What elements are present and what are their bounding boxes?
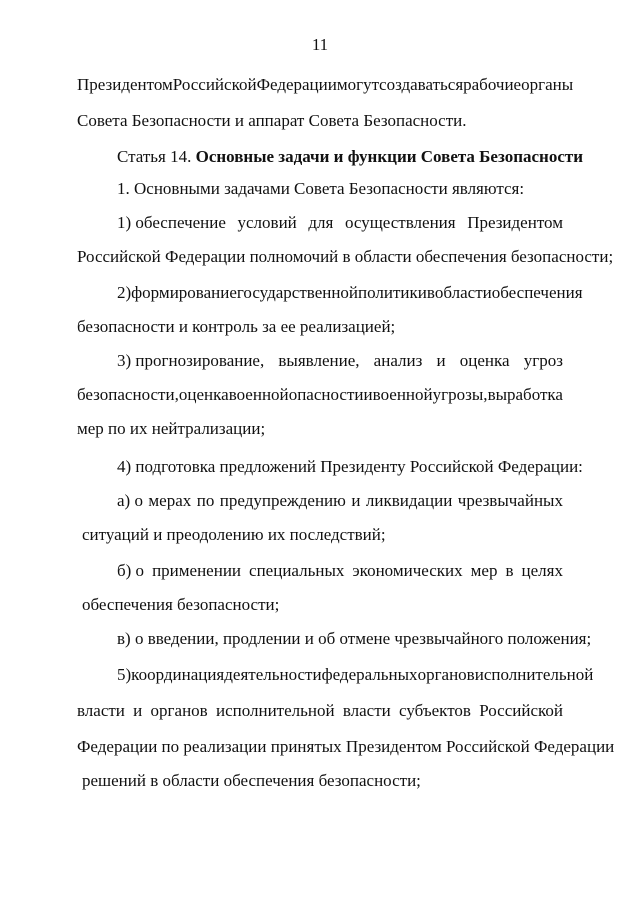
text-line-8: безопасности и контроль за ее реализацией; bbox=[77, 317, 396, 336]
text-line-15: б) о применении специальных экономических мер в целях bbox=[117, 561, 563, 580]
article-heading bbox=[117, 146, 583, 168]
text-line-6: Российской Федерации полномочий в области обеспечения безопасности; bbox=[77, 247, 614, 266]
article-title: Основные задачи и функции Совета Безопасности bbox=[195, 147, 584, 166]
text-line-12: 4) подготовка предложений Президенту Российской Федерации: bbox=[117, 457, 583, 476]
text-line-5: 1) обеспечение условий для осуществления Президентом bbox=[117, 213, 563, 232]
text-line-2: Совета Безопасности и аппарат Совета Безопасности. bbox=[77, 111, 467, 130]
text-line-16: обеспечения безопасности; bbox=[82, 595, 280, 614]
article-number: Статья 14. bbox=[117, 147, 196, 166]
text-line-17: в) о введении, продлении и об отмене чрезвычайного положения; bbox=[117, 629, 592, 648]
text-line-19: власти и органов исполнительной власти субъектов Российской bbox=[77, 701, 563, 720]
text-line-11: мер по их нейтрализации; bbox=[77, 419, 266, 438]
page-number: 11 bbox=[311, 35, 329, 54]
text-line-13: а) о мерах по предупреждению и ликвидации чрезвычайных bbox=[117, 491, 563, 510]
text-line-20: Федерации по реализации принятых Президентом Российской Федерации bbox=[77, 737, 615, 756]
text-line-21: решений в области обеспечения безопасности; bbox=[82, 771, 421, 790]
text-line-1: Президентом Российской Федерации могут создаваться рабочие органы bbox=[77, 75, 574, 94]
text-line-10: безопасности, оценка военной опасности и военной угрозы, выработка bbox=[77, 385, 563, 404]
text-line-9: 3) прогнозирование, выявление, анализ и оценка угроз bbox=[117, 351, 563, 370]
text-line-4: 1. Основными задачами Совета Безопасности являются: bbox=[117, 179, 525, 198]
text-line-18: 5) координация деятельности федеральных органов исполнительной bbox=[117, 665, 594, 684]
text-line-14: ситуаций и преодолению их последствий; bbox=[82, 525, 386, 544]
text-line-7: 2) формирование государственной политики в области обеспечения bbox=[117, 283, 583, 302]
